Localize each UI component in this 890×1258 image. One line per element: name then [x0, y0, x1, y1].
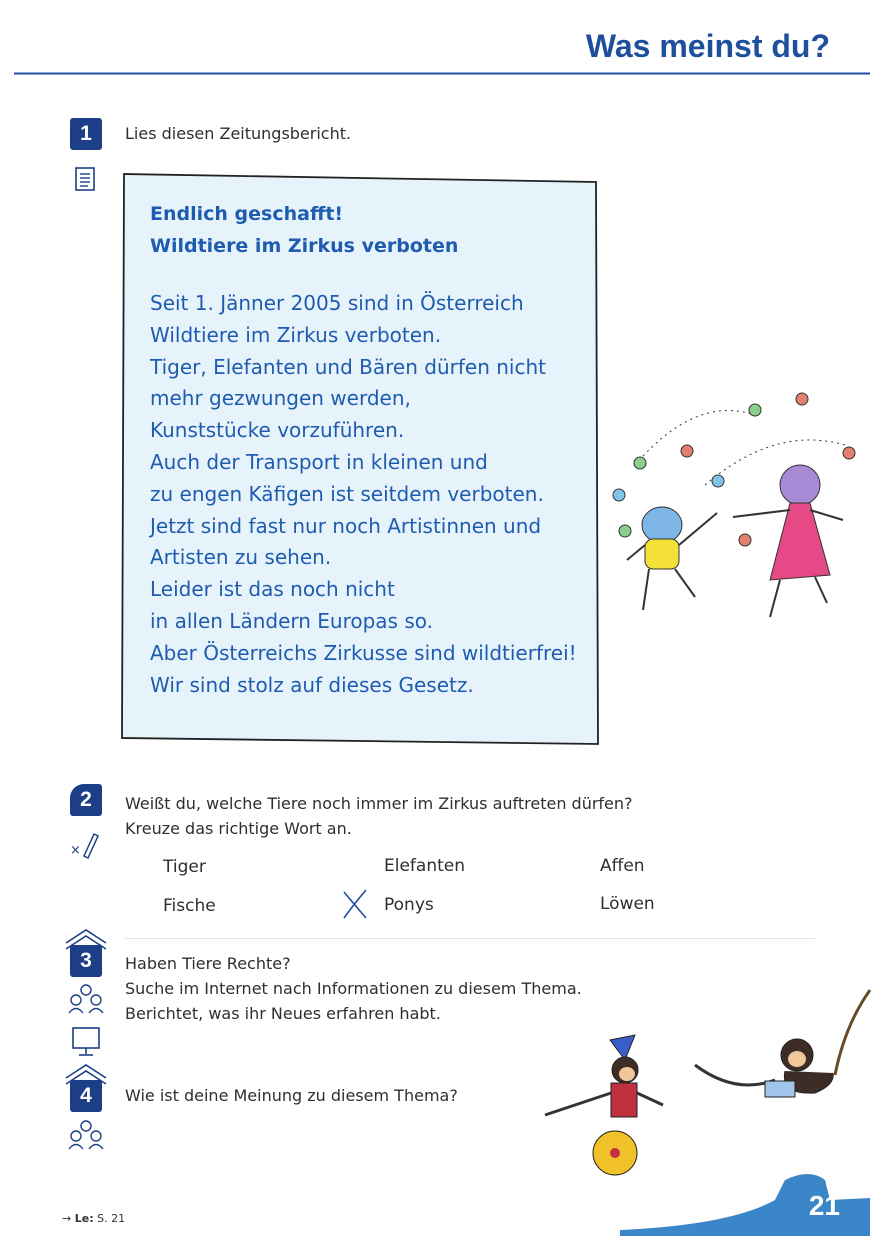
svg-text:×: ×: [70, 843, 81, 858]
article-line: zu engen Käfigen ist seitdem verboten.: [150, 481, 544, 506]
article-body: [150, 288, 590, 701]
juggling-monsters-illustration: [605, 385, 860, 630]
footer-ref-page: S. 21: [97, 1212, 126, 1225]
task-number-3: 3: [70, 945, 102, 977]
choice-elefanten[interactable]: Elefanten: [384, 856, 465, 876]
monkeys-illustration: [535, 985, 875, 1185]
task-4-instruction: Wie ist deine Meinung zu diesem Thema?: [125, 1086, 458, 1105]
task-number-2: 2: [70, 784, 102, 816]
section-divider: [125, 938, 815, 939]
task-number-4: 4: [70, 1080, 102, 1112]
group-work-icon: [68, 984, 104, 1014]
choice-tiger[interactable]: Tiger: [163, 857, 206, 877]
task-3-line: Haben Tiere Rechte?: [125, 954, 291, 973]
choice-ponys[interactable]: Ponys: [384, 895, 434, 915]
cross-and-pencil-icon: [70, 830, 102, 860]
reading-document-icon: [74, 166, 96, 192]
header-rule: [14, 72, 870, 75]
check-cross-mark: [340, 888, 370, 920]
article-line: Wildtiere im Zirkus verboten.: [150, 322, 442, 347]
page-number: 21: [808, 1190, 840, 1221]
footer-reference: → Le: S. 21: [62, 1212, 126, 1225]
article-line: Jetzt sind fast nur noch Artistinnen und: [150, 513, 542, 538]
computer-icon: [71, 1026, 101, 1058]
footer-ref-label: Le:: [74, 1212, 94, 1225]
task-3-line: Suche im Internet nach Informationen zu diesem Thema.: [125, 979, 582, 998]
task-2-instruction: [125, 791, 633, 841]
article-line: Leider ist das noch nicht: [150, 577, 395, 602]
task-2-instruction-line: Kreuze das richtige Wort an.: [125, 819, 352, 838]
article-line: Kunststücke vorzuführen.: [150, 418, 405, 443]
article-line: Tiger, Elefanten und Bären dürfen nicht: [150, 354, 546, 379]
article-line: in allen Ländern Europas so.: [150, 608, 433, 633]
choice-affen[interactable]: Affen: [600, 856, 645, 876]
article-line: mehr gezwungen werden,: [150, 386, 411, 411]
article-line: Auch der Transport in kleinen und: [150, 449, 488, 474]
task-2-instruction-line: Weißt du, welche Tiere noch immer im Zirkus auftreten dürfen?: [125, 794, 633, 813]
choice-loewen[interactable]: Löwen: [600, 894, 655, 914]
task-number-1: 1: [70, 118, 102, 150]
choice-fische[interactable]: Fische: [163, 896, 216, 916]
article-line: Aber Österreichs Zirkusse sind wildtierfrei!: [150, 640, 577, 665]
article-headline-2: Wildtiere im Zirkus verboten: [150, 235, 459, 257]
newspaper-article: [120, 170, 600, 746]
page-title: Was meinst du?: [585, 28, 830, 64]
task-1-instruction: Lies diesen Zeitungsbericht.: [125, 124, 352, 143]
article-headline-1: Endlich geschafft!: [150, 203, 344, 225]
article-line: Seit 1. Jänner 2005 sind in Österreich: [150, 291, 524, 315]
article-line: Artisten zu sehen.: [150, 545, 332, 570]
task-3-line: Berichtet, was ihr Neues erfahren habt.: [125, 1004, 441, 1023]
group-work-icon: [68, 1120, 104, 1150]
task-3-instruction: [125, 951, 582, 1026]
article-line: Wir sind stolz auf dieses Gesetz.: [150, 672, 474, 697]
